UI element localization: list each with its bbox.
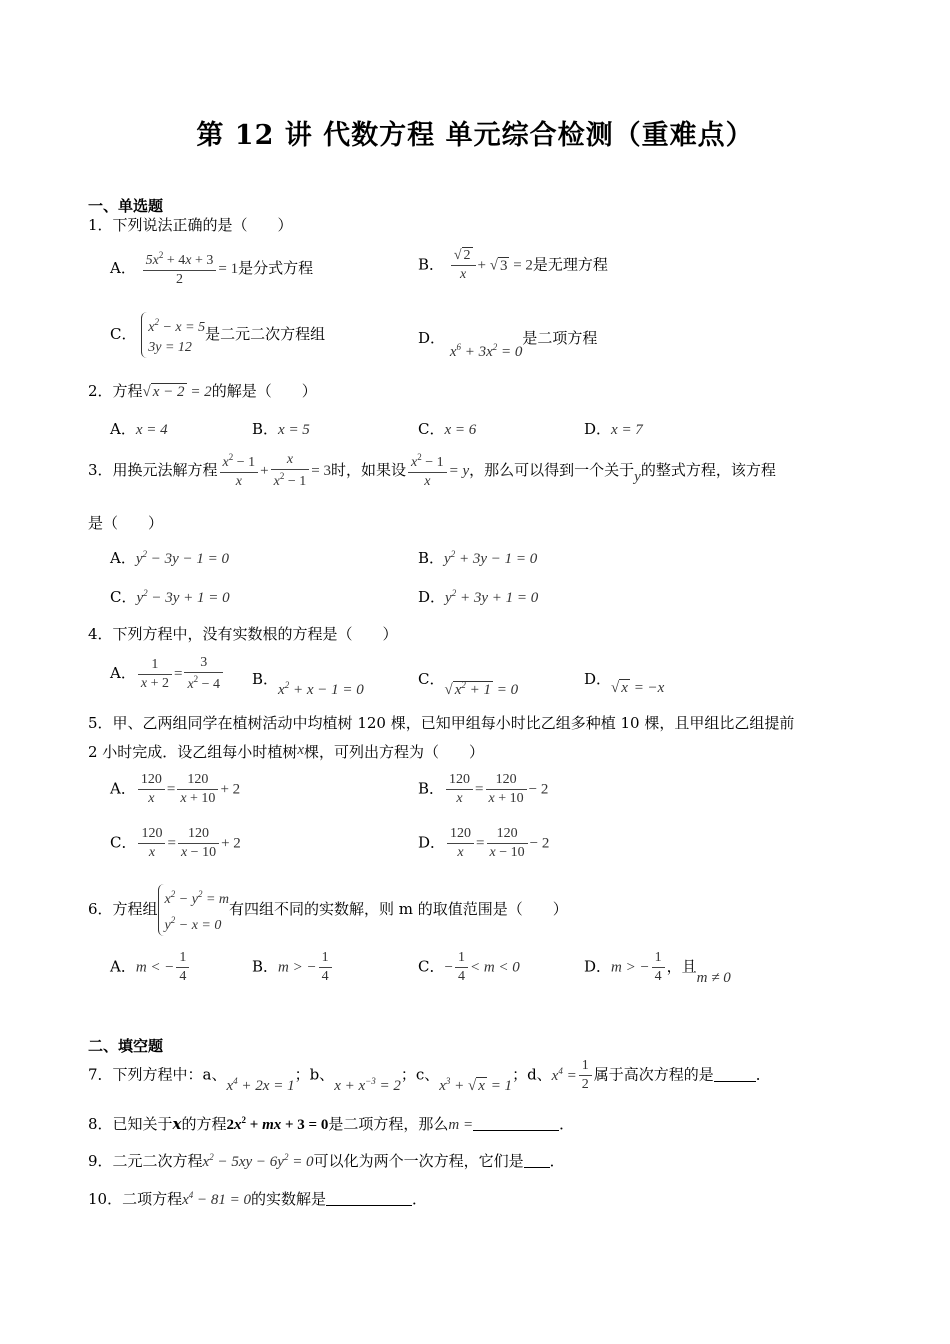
question-5-line2: 2 小时完成．设乙组每小时植树x棵，可列出方程为（ ） (88, 742, 485, 761)
q5-option-d[interactable]: D． $\frac{120}{x}$ = $\frac{120}{x - 10}$ − 2 (418, 826, 550, 860)
question-2-stem: 2．方程√ x − 2 = 2的解是（ ） (88, 382, 317, 400)
q6-option-c[interactable]: C．− $\frac{1}{4}$ < m < 0 (418, 950, 520, 984)
q6-system: $x^2 - y^2 = m$ $y^2 - x = 0$ (158, 884, 229, 936)
q4-option-d[interactable]: D．√ x = −x (584, 670, 665, 696)
question-10: 10．二项方程$x^4 - 81 = 0$的实数解是 ． (88, 1190, 428, 1208)
q10-answer-blank[interactable] (326, 1205, 412, 1206)
q6-option-a[interactable]: A．m < − $\frac{1}{4}$ (110, 950, 191, 985)
q3-option-b[interactable]: B．$y^2 + 3y - 1 = 0$ (418, 549, 538, 567)
question-1-stem: 1．下列说法正确的是（ ） (88, 216, 293, 234)
question-5-line1: 5．甲、乙两组同学在植树活动中均植树 120 棵，已知甲组每小时比乙组多种植 10 棵，且甲组比乙组提前 (88, 714, 795, 732)
q3-option-d[interactable]: D．$y^2 + 3y + 1 = 0$ (418, 588, 539, 606)
section-single-choice: 一、单选题 (88, 197, 164, 215)
q1-a-fraction: $\frac{5x^2 + 4x + 3}{2}$ (143, 250, 217, 288)
q4-option-c[interactable]: C．√ $x^2 + 1 = 0$ (418, 670, 519, 698)
q6-option-b[interactable]: B．m > − $\frac{1}{4}$ (252, 950, 334, 985)
question-8: 8．已知关于x的方程$2x^2$ + mx + 3 = 0是二项方程，那么m = ． (88, 1115, 575, 1133)
q7-answer-blank[interactable] (714, 1081, 756, 1082)
q1-option-c[interactable]: C． $x^2 - x = 5$ 3y = 12是二元二次方程组 (110, 312, 325, 358)
question-4-stem: 4．下列方程中，没有实数根的方程是（ ） (88, 625, 398, 643)
q3-option-a[interactable]: A．$y^2 - 3y - 1 = 0$ (110, 549, 230, 567)
q1-option-d[interactable]: D． $x^6 + 3x^2 = 0$是二项方程 (418, 329, 598, 360)
question-6-stem: 6．方程组$x^2 - y^2 = m$ $y^2 - x = 0$有四组不同的实数解，则 m 的取值范围是（ ） (88, 884, 568, 936)
question-9: 9．二元二次方程$x^2 - 5xy - 6y^2 = 0$可以化为两个一次方程，它们是 ． (88, 1152, 565, 1170)
q3-option-c[interactable]: C．$y^2 - 3y + 1 = 0$ (110, 588, 230, 606)
q1-option-b[interactable]: B． $\frac{√ 2}{x}$ + √ 3 = 2是无理方程 (418, 248, 608, 282)
q2-option-a[interactable]: A．x = 4 (110, 420, 168, 438)
q2-equation: √ x − 2 = 2 (142, 384, 212, 400)
q1-option-a[interactable]: A． $\frac{5x^2 + 4x + 3}{2}$ = 1是分式方程 (110, 250, 314, 287)
page-title: 第 12 讲 代数方程 单元综合检测（重难点） (196, 120, 754, 151)
section-fill-blank: 二、填空题 (88, 1037, 164, 1055)
q8-answer-blank[interactable] (473, 1130, 559, 1131)
question-3-stem-line2: 是（ ） (88, 514, 164, 532)
q5-option-b[interactable]: B． $\frac{120}{x}$ = $\frac{120}{x + 10}$ − 2 (418, 772, 549, 806)
q9-answer-blank[interactable] (524, 1167, 550, 1168)
question-7: 7．下列方程中：a、$x^4 + 2x = 1$；b、$x + x^{-3} = 2$；c、$x^3$ + √ x = 1；d、$x^4$ = $\frac{1}{2}$ 属于高次方程的是 ． (88, 1058, 771, 1094)
question-3-stem: 3．用换元法解方程 $\frac{x^2 - 1}{x}$ + $\frac{x}{x^2 - 1}$ = 3时，如果设 $\frac{x^2 - 1}{x}$ = y，那么可以得到一个关于y的整式方程，该方程 (88, 452, 776, 489)
q4-option-b[interactable]: B．$x^2 + x - 1 = 0$ (252, 670, 364, 698)
q1-b-fraction: $\frac{√ 2}{x}$ (451, 248, 476, 283)
q5-option-c[interactable]: C． $\frac{120}{x}$ = $\frac{120}{x - 10}$ + 2 (110, 826, 241, 860)
q2-option-d[interactable]: D．x = 7 (584, 420, 643, 438)
q2-option-b[interactable]: B．x = 5 (252, 420, 310, 438)
q5-option-a[interactable]: A． $\frac{120}{x}$ = $\frac{120}{x + 10}$ + 2 (110, 772, 241, 806)
q6-option-d[interactable]: D．m > − $\frac{1}{4}$ ，且m ≠ 0 (584, 950, 731, 986)
q2-option-c[interactable]: C．x = 6 (418, 420, 477, 438)
q4-option-a[interactable]: A． $\frac{1}{x + 2}$ = $\frac{3}{x^2 - 4}$ (110, 655, 225, 693)
q1-c-system: $x^2 - x = 5$ 3y = 12 (141, 312, 205, 358)
